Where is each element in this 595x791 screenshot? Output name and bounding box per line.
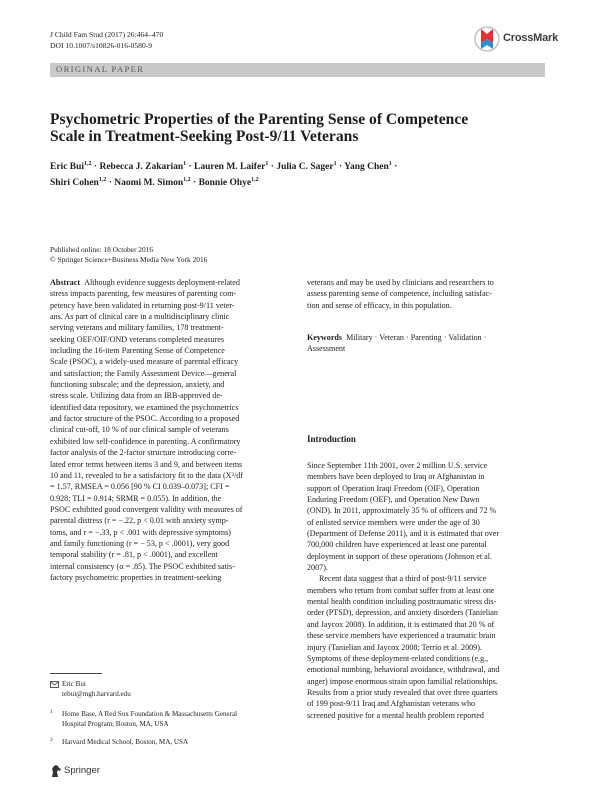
copyright: © Springer Science+Business Media New York 2016 (50, 255, 208, 264)
intro-line: Symptoms of these deployment-related conditions (e.g., (307, 653, 489, 663)
abstract-line: identified data repository, we examined the psychometrics (50, 402, 239, 412)
abstract-line: serving veterans and military families, 178 treatment- (50, 323, 224, 333)
abstract-line: petency have been validated in returning post-9/11 veter- (50, 300, 235, 310)
abstract-line: PSOC exhibited good convergent validity with measures of (50, 504, 243, 514)
abstract-line: stress impacts parenting, few measures of parenting com- (50, 289, 237, 299)
envelope-icon (50, 681, 59, 688)
intro-line: deployment in support of these operations (Johnson et al. (307, 551, 492, 561)
intro-line: (Department of Defense 2011), and it is estimated that over (307, 529, 500, 539)
section-bar (50, 63, 545, 77)
journal-citation: J Child Fam Stud (2017) 26:464–470 (50, 30, 164, 39)
abstract-line: veterans and may be used by clinicians and researchers to (307, 278, 494, 287)
author-separator: · (391, 162, 398, 173)
author-separator: · (186, 162, 195, 173)
author-name[interactable]: Yang Chen (344, 162, 389, 173)
intro-line: Since September 11th 2001, over 2 million U.S. service (307, 461, 488, 470)
author-affiliation: 1 (183, 161, 187, 167)
intro-line: members have been deployed to Iraq or Afghanistan in (307, 472, 485, 482)
keywords-text: Military · Veteran · Parenting · Validation · (346, 333, 487, 342)
springer-horse-icon (50, 764, 62, 778)
abstract-line: factor analysis of the 2-factor structure introducing corre- (50, 448, 237, 458)
author-affiliation: 1 (265, 161, 269, 167)
intro-line: injury (Tanielian and Jaycox 2008; Terrio et al. 2009). (307, 642, 482, 652)
keywords-line (307, 332, 550, 343)
crossmark-badge[interactable] (474, 25, 559, 53)
intro-line: (OND). In 2011, approximately 35 % of officers and 72 % (307, 506, 497, 516)
abstract (50, 277, 294, 583)
article-title (50, 111, 550, 145)
abstract-line: internal consistency (α = .85). The PSOC exhibited satis- (50, 561, 235, 571)
abstract-line: stress scale. Utilizing data from an IRB-approved de- (50, 391, 223, 401)
intro-line: order (PTSD), depression, and anxiety disorders (Tanielian (307, 608, 498, 618)
section-label: ORIGINAL PAPER (56, 64, 145, 74)
doi[interactable]: DOI 10.1007/s10826-016-0580-9 (50, 41, 153, 50)
keywords (307, 332, 550, 355)
author-name[interactable]: Naomi M. Simon (114, 177, 184, 188)
title-line: Psychometric Properties of the Parenting Sense of Competence (50, 111, 469, 128)
intro-line: mental health condition including posttraumatic stress dis- (307, 597, 497, 607)
intro-line: support of Operation Iraqi Freedom (OIF), Operation (307, 483, 480, 493)
intro-line: Results from a prior study revealed that over three quarters (307, 687, 498, 697)
contact-name: Eric Bui (62, 680, 86, 688)
abstract-line: temporal stability (r = .81, p < .0001), and excellent (50, 550, 218, 560)
keywords-line: Assessment (307, 344, 346, 354)
abstract-line: clinical cut-off, 10 % of our clinical sample of veterans (50, 425, 229, 435)
affiliation-line: Harvard Medical School, Boston, MA, USA (62, 738, 189, 746)
abstract-line: lated error terms between items 3 and 9, and between items (50, 459, 243, 469)
abstract-line: assess parenting sense of competence, including satisfac- (307, 289, 492, 299)
author-line (50, 174, 550, 190)
abstract-line: seeking OEF/OIF/OND veterans completed measures (50, 334, 224, 344)
intro-line: and Jaycox 2008). In addition, it is estimated that 20 % of (307, 619, 495, 629)
intro-line: emotional numbing, behavioral avoidance, withdrawal, and (307, 665, 500, 675)
abstract-line: Abstract Although evidence suggests deployment-related (50, 278, 240, 287)
author-affiliation: 1 (388, 161, 392, 167)
abstract-line: Scale (PSOC), a widely-used measure of parental efficacy (50, 357, 239, 367)
author-name[interactable]: Shiri Cohen (50, 177, 99, 188)
intro-line: members who return from combat suffer from at least one (307, 585, 495, 595)
author-separator: · (91, 162, 100, 173)
affiliation-number: 2 (50, 737, 53, 743)
abstract-continued (307, 277, 550, 311)
intro-line: Enduring Freedom (OEF), and Operation New Dawn (307, 495, 480, 505)
abstract-line: 0.928; TLI = 0.914; SRMR = 0.055). In addition, the (50, 493, 222, 503)
publisher-name: Springer (64, 765, 100, 776)
author-affiliation: 1,2 (84, 161, 92, 167)
abstract-line: and factor structure of the PSOC. According to a proposed (50, 414, 240, 424)
intro-line: of enlisted service members were under the age of 30 (307, 517, 480, 527)
intro-line: these service members have experienced a traumatic brain (307, 631, 496, 641)
author-separator: · (106, 177, 115, 188)
abstract-line: toms, and r = −.33, p < .001 with depressive symptoms) (50, 527, 231, 537)
abstract-line: tion and sense of efficacy, in this population. (307, 300, 452, 310)
abstract-line: factory psychometric properties in treatment-seeking (50, 572, 222, 582)
abstract-line: 10 and 11, revealed to be a satisfactory fit to the data (X²/df (50, 470, 243, 480)
published-date: Published online: 18 October 2016 (50, 245, 154, 254)
author-name[interactable]: Lauren M. Laifer (194, 162, 266, 173)
author-separator: · (268, 162, 277, 173)
author-separator: · (336, 162, 345, 173)
intro-line: anger) impose enormous strain upon familial relationships. (307, 676, 498, 686)
affiliation-number: 1 (50, 709, 53, 715)
introduction-heading: Introduction (307, 434, 356, 444)
author-affiliation: 1 (333, 161, 337, 167)
intro-line: of 199 post-9/11 Iraq and Afghanistan veterans who (307, 699, 476, 709)
abstract-line: and satisfaction; the Family Assessment Device—general (50, 368, 237, 378)
abstract-line: functioning subscale; and the depression, anxiety, and (50, 380, 225, 390)
abstract-line: parental distress (r = −.22, p < 0.01 with anxiety symp- (50, 516, 229, 526)
intro-line: 700,000 children have experienced at least one parental (307, 540, 487, 550)
intro-line: Recent data suggest that a third of post-9/11 service (319, 574, 487, 584)
contact-email[interactable]: tebui@mgh.harvard.edu (62, 690, 131, 698)
author-line (50, 158, 550, 174)
author-name[interactable]: Bonnie Ohye (198, 177, 252, 188)
footnote-rule (50, 673, 102, 674)
author-affiliation: 1,2 (251, 176, 259, 183)
introduction-body (307, 460, 550, 721)
author-affiliation: 1,2 (183, 176, 191, 183)
author-name[interactable]: Rebecca J. Zakarian (99, 162, 184, 173)
intro-line: screened positive for a mental health problem reported (307, 710, 484, 720)
author-name[interactable]: Eric Bui (50, 162, 85, 173)
title-line: Scale in Treatment-Seeking Post-9/11 Veterans (50, 128, 359, 145)
author-name[interactable]: Julia C. Sager (276, 162, 334, 173)
affiliation-line: Home Base, A Red Sox Foundation & Massachusetts General (62, 710, 238, 718)
author-affiliation: 1,2 (98, 176, 107, 183)
abstract-line: and family functioning (r = − 53, p < .0001), very good (50, 538, 230, 548)
abstract-line: = 1.57, RMSEA = 0.056 [90 % CI 0.039–0.073]; CFI = (50, 482, 230, 492)
author-list (50, 158, 550, 189)
abstract-line: including the 16-item Parenting Sense of Competence (50, 346, 225, 356)
author-separator: · (190, 177, 199, 188)
publisher-logo (50, 764, 130, 780)
intro-line: 2007). (307, 563, 328, 573)
crossmark-icon (474, 25, 500, 53)
keywords-label: Keywords (307, 333, 343, 342)
abstract-label: Abstract (50, 278, 81, 287)
abstract-line: exhibited low self-confidence in parenting. A confirmatory (50, 436, 241, 446)
crossmark-label: CrossMark (503, 32, 559, 44)
abstract-line: ans. As part of clinical care in a multidisciplinary clinic (50, 312, 230, 322)
affiliation-line: Hospital Program, Boston, MA, USA (62, 720, 169, 728)
